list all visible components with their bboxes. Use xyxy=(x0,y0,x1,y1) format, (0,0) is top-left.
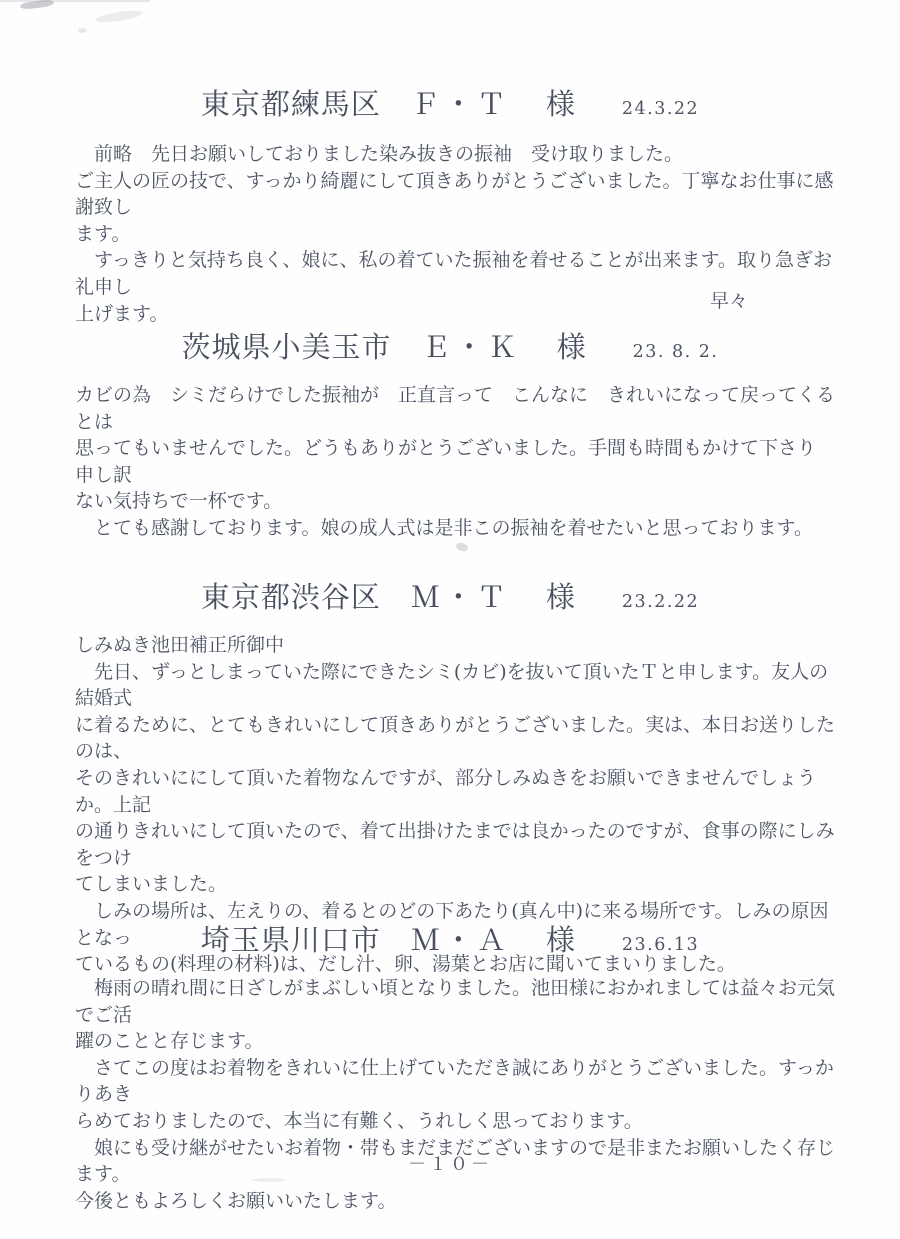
letter-honorific: 様 xyxy=(556,330,587,364)
letter-line: らめておりましたので、本当に有難く、うれしく思っております。 xyxy=(75,1109,643,1132)
scan-artifact-smudge xyxy=(95,8,144,24)
letter-initials: Ｆ・Ｔ xyxy=(410,87,510,121)
letter-line: 躍のことと存じます。 xyxy=(75,1030,264,1053)
letter-line: ます。 xyxy=(75,222,131,245)
letter-location: 東京都練馬区 xyxy=(200,87,381,121)
letter-heading xyxy=(0,575,900,616)
letter-line: 思ってもいませんでした。どうもありがとうございました。手間も時間もかけて下さり 申し訳 xyxy=(75,437,836,486)
letter-line: すっきりと気持ち良く、娘に、私の着ていた振袖を着せることが出来ます。取り急ぎお礼申し xyxy=(75,249,832,298)
letter-line: さてこの度はお着物をきれいに仕上げていただき誠にありがとうございました。すっかりあき xyxy=(75,1056,834,1106)
letter-line: に着るために、とてもきれいにして頂きありがとうございました。実は、本日お送りしたのは、 xyxy=(75,713,836,763)
letter-heading xyxy=(0,82,900,123)
letter-line: 上げます。 xyxy=(75,302,169,325)
letter-location: 東京都渋谷区 xyxy=(200,580,381,614)
letter-line: 娘にも受け継がせたいお着物・帯もまだまだございますので是非またお願いしたく存じます。 xyxy=(75,1136,836,1186)
letter-location: 埼玉県川口市 xyxy=(200,923,381,957)
scan-artifact-topline xyxy=(0,0,150,2)
letter-date: 23.2.22 xyxy=(621,592,700,612)
letter-initials: Ｍ・Ｔ xyxy=(410,580,510,614)
letter-line: 今後ともよろしくお願いいたします。 xyxy=(75,1189,397,1212)
letter-honorific: 様 xyxy=(545,580,576,614)
letter-section-nerima xyxy=(0,82,900,327)
letter-initials: Ｅ・Ｋ xyxy=(421,330,521,364)
letter-line: そのきれいににして頂いた着物なんですが、部分しみぬきをお願いできませんでしょうか。上記 xyxy=(75,766,817,816)
letter-honorific: 様 xyxy=(545,87,576,121)
letter-date: 23. 8. 2. xyxy=(632,342,719,362)
letter-line: 先日、ずっとしまっていた際にできたシミ(カビ)を抜いて頂いたＴと申します。友人の結婚式 xyxy=(75,660,829,710)
letter-date: 24.3.22 xyxy=(621,99,700,119)
letter-line: てしまいました。 xyxy=(75,873,228,896)
page-number: －１０－ xyxy=(408,1154,492,1175)
letter-line: 梅雨の晴れ間に日ざしがまぶしい頃となりました。池田様におかれましては益々お元気でご活 xyxy=(75,977,836,1026)
letter-line: カビの為 シミだらけでした振袖が 正直言って こんなに きれいになって戻ってくるとは xyxy=(75,384,836,433)
letter-body xyxy=(75,975,836,1214)
letter-line: ご主人の匠の技で、すっかり綺麗にして頂きありがとうございました。丁寧なお仕事に感謝致し xyxy=(75,169,834,219)
letter-closing-row xyxy=(75,289,836,328)
scan-artifact-smudge xyxy=(20,0,55,10)
letter-heading xyxy=(0,325,900,366)
letter-line: の通りきれいにして頂いたので、着て出掛けたまでは良かったのですが、食事の際にしみをつけ xyxy=(75,820,835,869)
letter-line: ない気持ちで一杯です。 xyxy=(75,490,283,513)
letter-initials: Ｍ・Ａ xyxy=(410,923,510,957)
letter-line: しみぬき池田補正所御中 xyxy=(75,634,285,656)
letter-section-omitama xyxy=(0,325,900,542)
letter-body xyxy=(75,382,836,542)
letter-location: 茨城県小美玉市 xyxy=(181,330,392,364)
scan-artifact-speck xyxy=(455,541,469,553)
letter-closing: 早々 xyxy=(709,289,748,312)
letter-heading xyxy=(0,918,900,959)
letter-line: とても感謝しております。娘の成人式は是非この振袖を着せたいと思っております。 xyxy=(75,516,813,539)
letter-honorific: 様 xyxy=(545,923,576,957)
scan-artifact-speck xyxy=(78,28,87,33)
letter-date: 23.6.13 xyxy=(621,935,700,955)
letter-line: しみの場所は、左えりの、着るとのどの下あたり(真ん中)に来る場所です。しみの原因となっ xyxy=(75,899,829,949)
letter-line: ているもの(料理の材料)は、だし汁、卵、湯葉とお店に聞いてまいりました。 xyxy=(75,953,736,976)
letter-line: 前略 先日お願いしておりました染み抜きの振袖 受け取りました。 xyxy=(75,143,684,165)
letter-body xyxy=(75,141,836,327)
